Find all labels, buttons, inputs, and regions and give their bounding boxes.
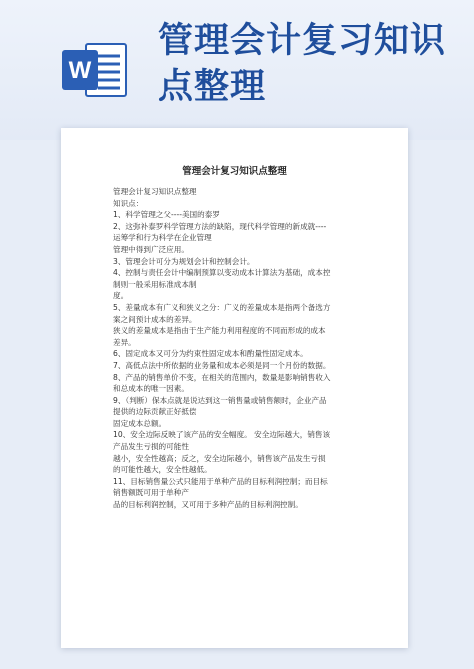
text-line: 7、高低点法中所依据的业务量和成本必须是同一个月份的数据。 — [113, 360, 331, 370]
text-line: 3、管理会计可分为规划会计和控制会计。 — [113, 256, 255, 266]
text-line: 管理会计复习知识点整理 — [113, 187, 197, 196]
text-line: 10、安全边际反映了该产品的安全幅度。 安全边际越大，销售该 — [113, 430, 331, 440]
document-page — [61, 128, 408, 648]
page-title: 管理会计复习知识点整理 — [158, 21, 447, 107]
text-line: 度。 — [113, 291, 129, 301]
text-line: 6、固定成本又可分为约束性固定成本和酌量性固定成本。 — [113, 349, 308, 359]
text-line: 销售额既可用于单种产 — [113, 488, 189, 498]
text-line: 运筹学和行为科学在企业管理 — [113, 233, 212, 243]
text-line: 5、差量成本有广义和狭义之分：广义的差量成本是指两个备选方 — [113, 302, 331, 312]
word-document-icon — [58, 38, 130, 102]
text-line: 固定成本总额。 — [113, 418, 167, 428]
text-line: 4、控制与责任会计中编制预算以变动成本计算法为基础，成本控 — [113, 268, 331, 278]
text-line: 狭义的差量成本是指由于生产能力利用程度的不同而形成的成本 — [113, 326, 326, 336]
text-line: 1、科学管理之父----美国的泰罗 — [113, 210, 220, 220]
text-line: 制则一般采用标准成本制 — [113, 279, 197, 289]
text-line: 9、（判断）保本点就是说达到这一销售量或销售额时，企业产品 — [113, 395, 327, 405]
logo-letter: W — [68, 57, 92, 84]
text-line: 提供的边际贡献正好抵偿 — [113, 407, 197, 417]
text-line: 知识点： — [113, 198, 144, 208]
text-line: 越小，安全性越高；反之，安全边际越小，销售该产品发生亏损 — [113, 453, 326, 463]
text-line: 11、目标销售量公式只能用于单种产品的目标利润控制；而目标 — [113, 476, 328, 486]
text-line: 和总成本的唯一因素。 — [113, 384, 189, 394]
text-line: 案之间预计成本的差异。 — [113, 314, 197, 324]
text-line: 差异。 — [113, 337, 136, 347]
text-line: 8、产品的销售单价不变，在相关的范围内，数量是影响销售收入 — [113, 372, 331, 382]
text-line: 产品发生亏损的可能性 — [113, 442, 189, 452]
text-line: 品的目标利润控制，又可用于多种产品的目标利润控制。 — [113, 500, 303, 510]
text-line: 管理中得到广泛应用。 — [113, 244, 189, 254]
header-banner — [0, 0, 474, 140]
text-line: 2、这弥补泰罗科学管理方法的缺陷，现代科学管理的新成就---- — [113, 221, 327, 231]
text-line: 的可能性越大，安全性越低。 — [113, 465, 212, 475]
document-body — [113, 186, 378, 511]
document-title: 管理会计复习知识点整理 — [182, 166, 287, 177]
